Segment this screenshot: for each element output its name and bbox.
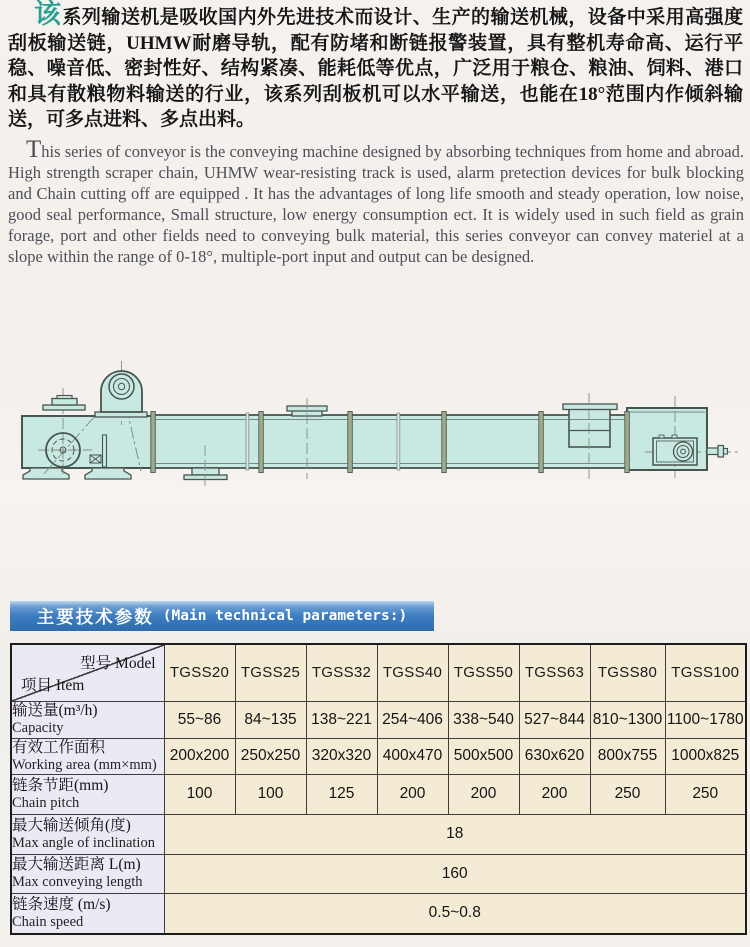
feed-hopper-body (569, 409, 610, 447)
row-label-en: Chain speed (12, 913, 84, 930)
row-label-en: Capacity (12, 720, 64, 736)
flange-joint (259, 412, 264, 473)
banner-title-en: (Main technical parameters:) (162, 608, 408, 624)
parameters-table (10, 643, 747, 935)
intro-paragraph-cn (8, 0, 743, 133)
row-label-cn: 最大输送倾角(度) (12, 816, 131, 834)
value-cell: 200 (519, 774, 590, 814)
bearing-stand (101, 371, 142, 412)
span-value-cell: 18 (164, 814, 746, 854)
drive-shaft (707, 448, 718, 455)
scraper-conveyor-side-view (0, 345, 750, 505)
row-label-en: Max conveying length (12, 874, 143, 890)
banner-title-cn: 主要技术参数 (36, 606, 154, 627)
shaft-tip (724, 449, 728, 455)
row-label-cn: 输送量(m³/h) (12, 702, 98, 719)
section-banner (10, 601, 434, 631)
gearbox-bolt (659, 435, 664, 438)
bottom-outlet-flange (184, 475, 227, 480)
value-cell: 320x320 (306, 738, 377, 774)
row-label-cell (11, 814, 164, 854)
inspection-cap-knob (57, 396, 72, 399)
row-label-cn: 最大输送距离 L(m) (12, 856, 141, 873)
model-header: TGSS100 (665, 644, 746, 701)
table-row (11, 774, 746, 814)
value-cell: 1100~1780 (665, 701, 746, 738)
channel-body (153, 415, 630, 468)
row-label-cn: 有效工作面积 (12, 738, 106, 756)
gearbox-bolt (672, 435, 677, 438)
span-value-cell: 0.5~0.8 (164, 893, 746, 934)
flange-joint (539, 412, 544, 473)
tension-bracket (103, 435, 107, 467)
bottom-outlet-neck (192, 468, 219, 475)
head-foot-left (23, 468, 69, 479)
row-label-cn: 链条节距(mm) (12, 776, 109, 794)
intro-paragraph-en (8, 136, 744, 267)
model-header: TGSS50 (448, 644, 519, 701)
conveyor-technical-drawing (0, 345, 750, 505)
corner-model-label: 型号 Model (80, 655, 156, 672)
model-header: TGSS32 (306, 644, 377, 701)
value-cell: 200x200 (164, 738, 235, 774)
stiffener (397, 413, 400, 470)
span-value-cell: 160 (164, 854, 746, 893)
value-cell: 630x620 (519, 738, 590, 774)
value-cell: 810~1300 (590, 701, 665, 738)
inspection-cap-body (52, 399, 77, 406)
row-label-cell (11, 701, 164, 738)
value-cell: 527~844 (519, 701, 590, 738)
value-cell: 84~135 (235, 701, 306, 738)
value-cell: 338~540 (448, 701, 519, 738)
value-cell: 254~406 (377, 701, 448, 738)
flange-joint (625, 412, 630, 473)
model-header: TGSS20 (164, 644, 235, 701)
value-cell: 200 (448, 774, 519, 814)
model-header: TGSS80 (590, 644, 665, 701)
head-section (22, 416, 153, 468)
row-label-en: Working area (mm×mm) (12, 756, 157, 773)
flange-joint (151, 412, 156, 473)
table-row (11, 738, 746, 774)
shaft-coupling (718, 446, 724, 458)
corner-item-label: 项目 Item (21, 676, 85, 694)
value-cell: 250 (590, 774, 665, 814)
value-cell: 200 (377, 774, 448, 814)
model-header: TGSS40 (377, 644, 448, 701)
value-cell: 500x500 (448, 738, 519, 774)
value-cell: 100 (235, 774, 306, 814)
row-label-en: Max angle of inclination (12, 834, 155, 851)
flange-joint (442, 412, 447, 473)
value-cell: 250 (665, 774, 746, 814)
corner-cell (11, 644, 164, 701)
table-row (11, 814, 746, 854)
inspection-cap-flange (43, 405, 85, 410)
value-cell: 250x250 (235, 738, 306, 774)
value-cell: 138~221 (306, 701, 377, 738)
intro-lead-en: T (26, 136, 42, 163)
value-cell: 1000x825 (665, 738, 746, 774)
table-row (11, 893, 746, 934)
feed-hopper-flange (563, 404, 617, 410)
model-header: TGSS25 (235, 644, 306, 701)
table-row (11, 854, 746, 893)
value-cell: 800x755 (590, 738, 665, 774)
flange-joint (348, 412, 353, 473)
intro-text-cn: 系列输送机是吸收国内外先进技术而设计、生产的输送机械，设备中采用高强度刮板输送链，UHMW耐磨导轨，配有防堵和断链报警装置，具有整机寿命高、运行平稳、噪音低、密封性好、结构紧凑、能耗低等优点，广泛用于粮仓、粮油、饲料、港口和具有散粮物料输送的行业，该系列刮板机可以水平输送，也能在18°范围内作倾斜输送，可多点进料、多点出料。 (8, 7, 743, 130)
value-cell: 55~86 (164, 701, 235, 738)
intro-lead-cn: 该 (34, 0, 62, 29)
table-row (11, 701, 746, 738)
value-cell: 125 (306, 774, 377, 814)
value-cell: 100 (164, 774, 235, 814)
row-label-cell (11, 738, 164, 774)
intro-text-en: his series of conveyor is the conveying machine designed by absorbing techniques from home and abroad. High strength scraper chain, UHMW wear-resisting track is used, alarm pretection devices for bulk blocking and Chain cutting off are equipped . It has the advantages of long life smooth and steady operation, low noise, good seal performance, Small structure, low energy consumption ect. It is widely used in such field as grain forage, port and other fields need to conveying bulk material, this series conveyor can convey materiel at a slope within the range of 0-18°, multiple-port input and output can be designed. (8, 142, 744, 266)
row-label-cell (11, 854, 164, 893)
row-label-cn: 链条速度 (m/s) (12, 895, 111, 913)
row-label-en: Chain pitch (12, 794, 80, 811)
value-cell: 400x470 (377, 738, 448, 774)
model-header: TGSS63 (519, 644, 590, 701)
row-label-cell (11, 774, 164, 814)
gearbox-outer (653, 438, 697, 465)
stiffener (246, 413, 249, 470)
head-foot-right (85, 468, 131, 479)
row-label-cell (11, 893, 164, 934)
